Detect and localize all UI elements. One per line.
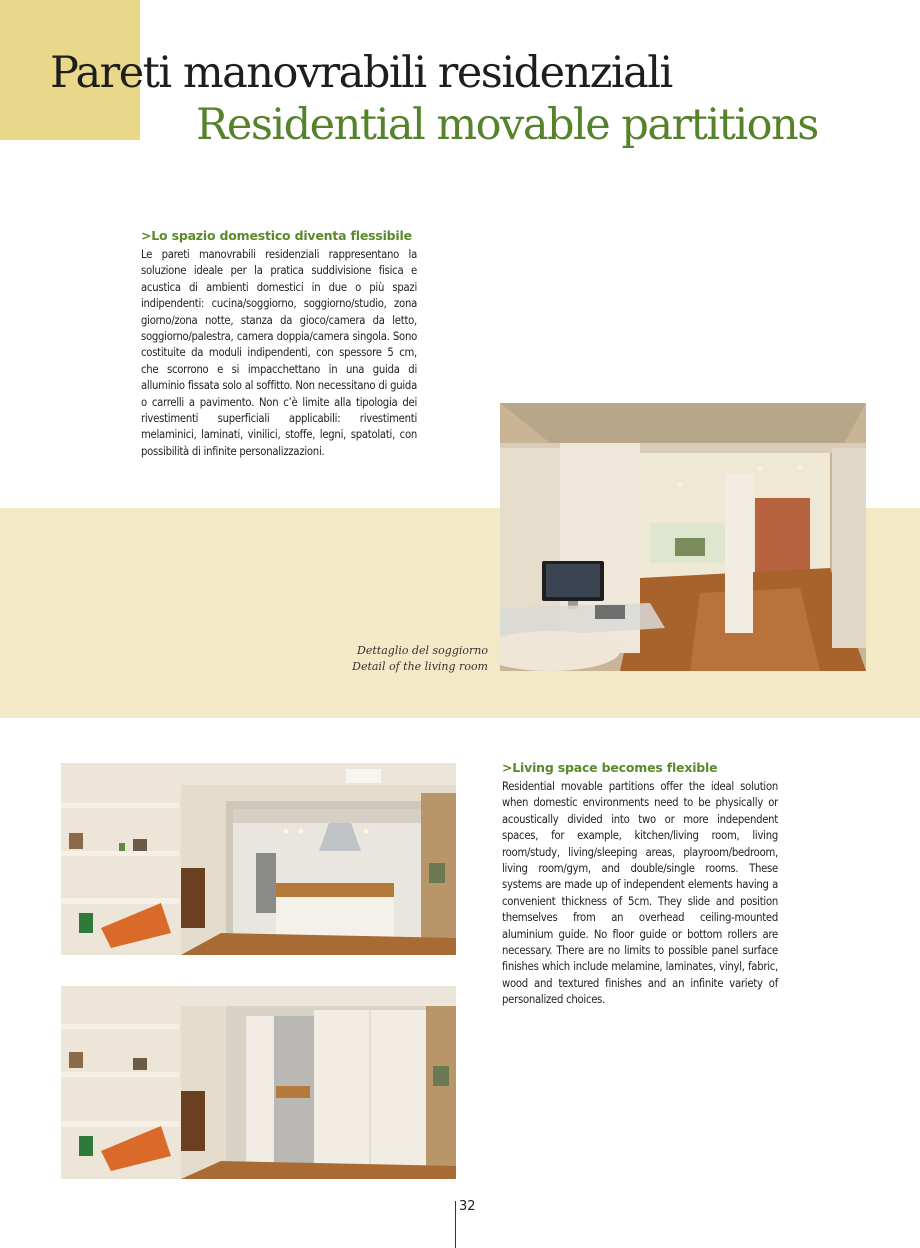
- section-english: [502, 760, 778, 1009]
- caption-english: Detail of the living room: [352, 660, 488, 673]
- kitchen-closed-photo: [61, 986, 456, 1179]
- living-room-photo: [500, 403, 866, 671]
- section-heading-english: >Living space becomes flexible: [502, 760, 718, 775]
- section-heading-italian: >Lo spazio domestico diventa flessibile: [141, 228, 412, 243]
- page-number: 32: [459, 1199, 476, 1214]
- page-title-english: Residential movable partitions: [196, 100, 818, 150]
- section-body-italian: Le pareti manovrabili residenziali rappresentano la soluzione ideale per la pratica suddivisione fisica e acustica di ambienti domestici in due o più spazi indipendenti: cucina/soggiorno, soggiorno/studio, zona giorno/zona notte, stanza da gioco/camera da letto, soggiorno/palestra, camera doppia/camera singola. Sono costituite da moduli indipendenti, con spessore 5 cm, che scorrono e si impacchettano in una guida di alluminio fissata solo al soffitto. Non necessitano di guida o carrelli a pavimento. Non c’è limite alla tipologia dei rivestimenti superficiali applicabili: rivestimenti melaminici, laminati, vinilici, stoffe, legni, spatolati, con possibilità di infinite personalizzazioni.: [141, 248, 417, 458]
- section-body-english: Residential movable partitions offer the ideal solution when domestic environments need to be physically or acoustically divided into two or more independent spaces, for example, kitchen/living room, living room/study, living/sleeping areas, playroom/bedroom, living room/gym, and double/single rooms. These systems are made up of independent elements having a convenient thickness of 5cm. They slide and position themselves from an overhead ceiling-mounted aluminium guide. No floor guide or bottom rollers are necessary. There are no limits to possible panel surface finishes which include melamine, laminates, vinyl, fabric, wood and textured finishes and an infinite variety of personalized choices.: [502, 780, 778, 1007]
- page-number-rule: [455, 1201, 456, 1248]
- photo-caption: [352, 643, 488, 675]
- caption-italian: Dettaglio del soggiorno: [357, 644, 488, 657]
- page-title-italian: Pareti manovrabili residenziali: [50, 48, 672, 98]
- kitchen-open-photo: [61, 763, 456, 955]
- section-italian: [141, 228, 417, 460]
